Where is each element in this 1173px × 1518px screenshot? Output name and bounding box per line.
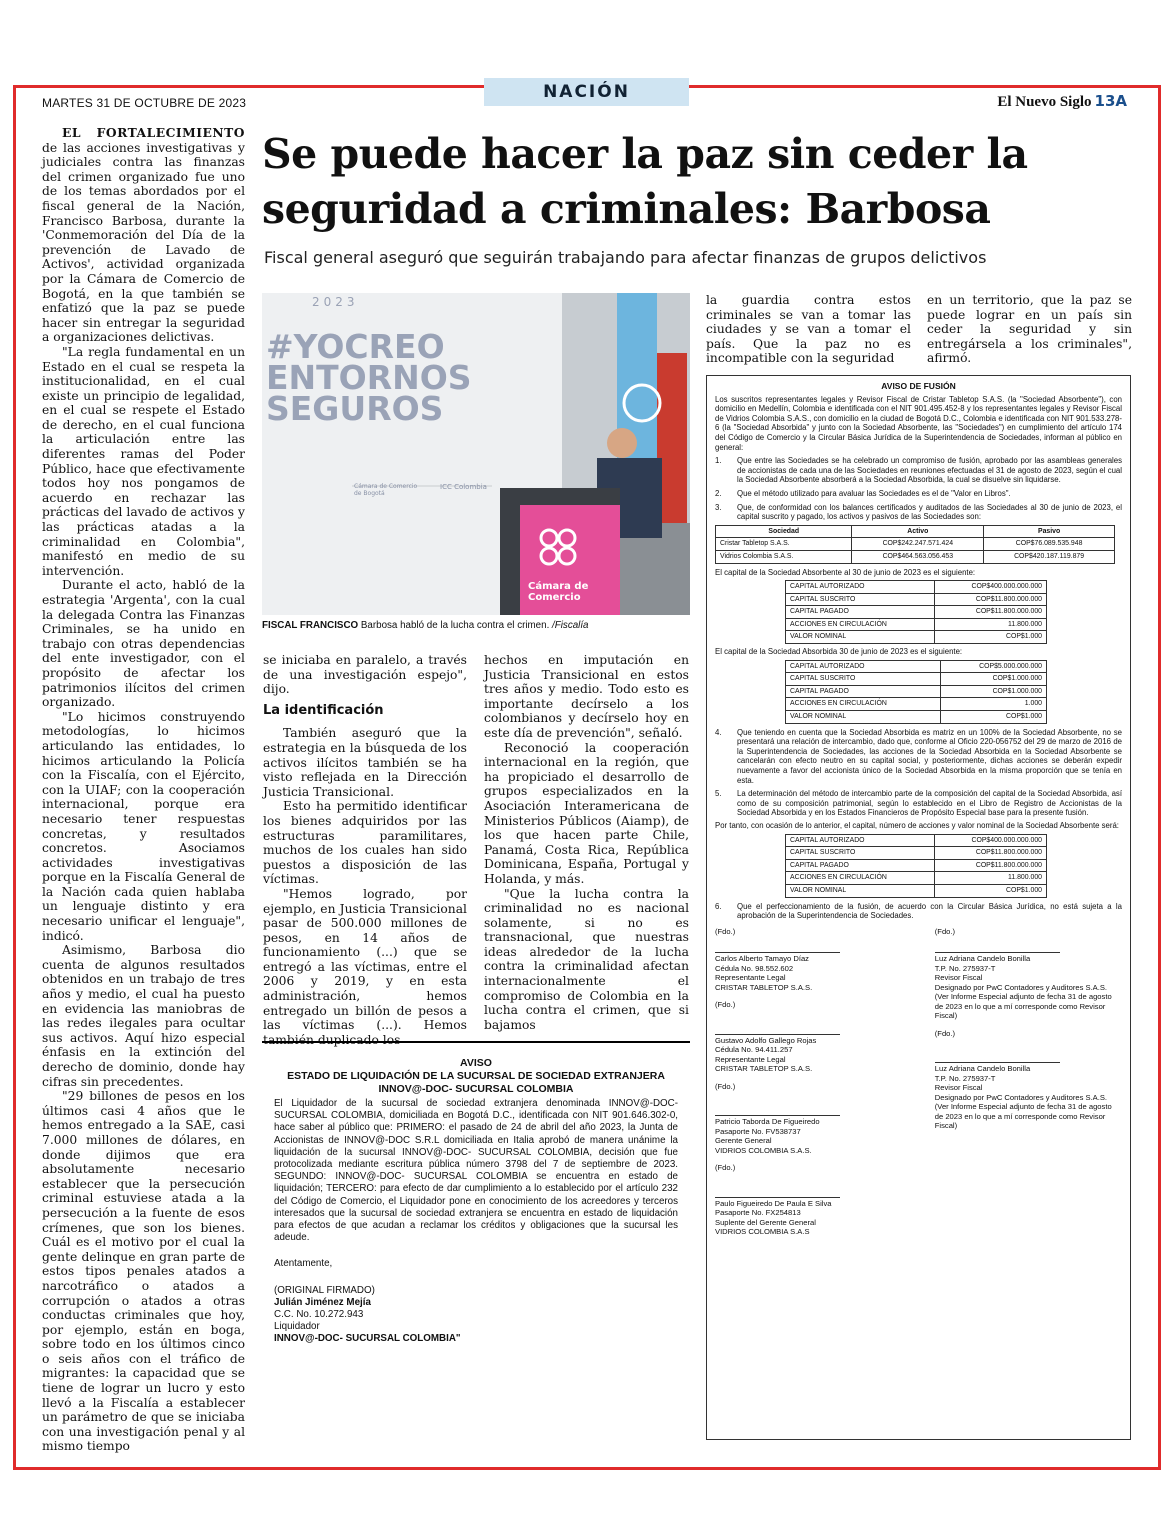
notice-signed: (ORIGINAL FIRMADO) xyxy=(274,1284,375,1296)
page-number: 13A xyxy=(1094,92,1127,110)
table-cell: CAPITAL PAGADO xyxy=(786,685,941,698)
signer-id: T.P. No. 275937-T xyxy=(934,963,996,973)
notice-merger xyxy=(706,375,1131,1440)
item-number: 5. xyxy=(715,789,722,799)
item-text: La determinación del método de intercambio parte de la composición del capital de la Sociedad Absorbida, así como de su composición patrimonial, según lo establecido en el Libro de Registro de Accionistas de la Sociedad Absorbida y en los Estados Financieros de Propósito Especial base para la presente fusión. xyxy=(737,789,1122,818)
article-column-5: en un territorio, que la paz se puede lograr en un país sin ceder la seguridad y sin entregársela a los criminales", afirmó. xyxy=(927,293,1132,366)
signer-role: Representante Legal xyxy=(715,973,786,983)
table-cell: VALOR NOMINAL xyxy=(786,711,941,724)
signer-name: Julián Jiménez Mejía xyxy=(274,1296,371,1308)
table-cell: ACCIONES EN CIRCULACIÓN xyxy=(786,618,935,631)
item-number: 3. xyxy=(715,502,722,512)
signer-id: Cédula No. 98.552.602 xyxy=(715,963,794,973)
table-row xyxy=(786,660,1047,673)
table-cell: CAPITAL AUTORIZADO xyxy=(786,581,935,594)
notice-title: AVISO xyxy=(460,1057,492,1069)
capital-caption: El capital de la Sociedad Absorbente al 30 de junio de 2023 es el siguiente: xyxy=(715,567,976,577)
table-cell: CAPITAL AUTORIZADO xyxy=(786,834,935,847)
article-paragraph: "La regla fundamental en un Estado en el cual se respeta la institucionalidad, en el cual existe un principio de legalidad, en el cual se respete el Estado de derecho, en el cual funciona la articulación entre las diferentes ramas del Poder Público, hace que efectivamente todos hoy nos pongamos de acuerdo en rechazar las prácticas del lavado de activos y las prácticas atadas a la criminalidad en Colombia", manifestó en medio de su intervención. xyxy=(42,344,245,578)
notice-title: AVISO DE FUSIÓN xyxy=(881,381,956,391)
table-cell: VALOR NOMINAL xyxy=(786,884,935,897)
banner-line: #YOCREO xyxy=(266,327,445,366)
table-cell: COP$76.089.535.948 xyxy=(984,538,1115,551)
notice-item xyxy=(715,902,1122,921)
item-text: Que teniendo en cuenta que la Sociedad Absorbida es matriz en un 100% de la Sociedad Absorbente, no se presentará una relación de intercambio, dado que, conforme al Oficio 220-056752 del 29 de marzo de 2016 de la Superintendencia de Sociedades, las acciones de la Sociedad Absorbida en la Sociedad Absorbente se cancelarán con efecto neutro en su capital social, y posteriormente, dichas acciones se deberán expedir nuevamente a favor del accionista único de la Sociedad Absorbida en la misma proporción que se tenía en esta. xyxy=(737,727,1122,785)
signer-id: Pasaporte No. FV538737 xyxy=(715,1126,801,1136)
table-row xyxy=(786,847,1047,860)
table-cell: COP$420.187.119.879 xyxy=(984,550,1115,563)
signer-role: Revisor Fiscal xyxy=(934,1083,983,1093)
table-row xyxy=(786,711,1047,724)
notice-item xyxy=(715,789,1122,818)
table-row xyxy=(786,606,1047,619)
signer-org: VIDRIOS COLOMBIA S.A.S. xyxy=(715,1145,812,1155)
table-row xyxy=(786,618,1047,631)
table-cell: COP$400.000.000.000 xyxy=(935,581,1047,594)
signer-role: Suplente del Gerente General xyxy=(715,1217,816,1227)
table-row xyxy=(786,593,1047,606)
article-paragraph: "Hemos logrado, por ejemplo, en Justicia Transicional pasar de 500.000 millones de pesos, en 14 años de funcionamiento (...) que se entregó a las víctimas, entre el 2006 y 2019, y en esta administración, hemos entregado un billón de pesos a las víctimas (...). Hemos también duplicado los xyxy=(263,886,467,1047)
podium-label: Cámara de Comercio xyxy=(528,581,589,603)
signer-role: Liquidador xyxy=(274,1321,320,1333)
table-cell: 1.000 xyxy=(941,698,1047,711)
notice-liquidation xyxy=(262,1041,690,1426)
article-paragraph: Esto ha permitido identificar los bienes adquiridos por las estructuras paramilitares, muchos de los cuales han sido puestos a disposición de las víctimas. xyxy=(263,799,467,887)
table-cell: Vidrios Colombia S.A.S. xyxy=(716,550,852,563)
table-header-row xyxy=(716,525,1115,538)
signer-org: VIDRIOS COLOMBIA S.A.S xyxy=(715,1227,810,1237)
balances-table xyxy=(715,525,1115,564)
signature-mark: (Fdo.) xyxy=(934,1028,956,1038)
table-row xyxy=(786,834,1047,847)
article-photo xyxy=(262,293,690,615)
table-row xyxy=(786,884,1047,897)
notice-subtitle: INNOV@-DOC- SUCURSAL COLOMBIA xyxy=(378,1083,574,1095)
table-cell: VALOR NOMINAL xyxy=(786,631,935,644)
section-label: NACIÓN xyxy=(484,78,689,106)
photo-year: 2023 xyxy=(312,295,359,309)
capital-caption: El capital de la Sociedad Absorbida 30 de junio de 2023 es el siguiente: xyxy=(715,647,963,657)
article-column-2 xyxy=(263,653,467,1047)
capital-table-final xyxy=(785,834,1047,898)
table-row xyxy=(786,631,1047,644)
table-header: Sociedad xyxy=(716,525,852,538)
table-cell: CAPITAL PAGADO xyxy=(786,859,935,872)
capital-table-absorbente xyxy=(785,580,1047,644)
table-header: Pasivo xyxy=(984,525,1115,538)
table-cell: 11.800.000 xyxy=(935,872,1047,885)
signer-id: Pasaporte No. FX254813 xyxy=(715,1208,801,1218)
signer-designation: Designado por PwC Contadores y Auditores S.A.S. xyxy=(934,982,1107,992)
signer-name: Luz Adriana Candelo Bonilla xyxy=(935,952,1060,964)
table-row xyxy=(786,673,1047,686)
signer-note: (Ver Informe Especial adjunto de fecha 31 de agosto de 2023 en lo que a mí corresponde como Revisor Fiscal) xyxy=(934,1102,1112,1131)
table-cell: COP$11.800.000.000 xyxy=(935,593,1047,606)
table-cell: COP$1.000 xyxy=(935,631,1047,644)
notice-item xyxy=(715,728,1122,786)
signer-name: Gustavo Adolfo Gallego Rojas xyxy=(715,1034,840,1046)
signer-note: (Ver Informe Especial adjunto de fecha 31 de agosto de 2023 en lo que a mí corresponde como Revisor Fiscal) xyxy=(934,992,1112,1021)
article-column-3 xyxy=(484,653,689,1032)
signatures-right xyxy=(935,927,1122,1237)
signer-name: Luz Adriana Candelo Bonilla xyxy=(935,1062,1060,1074)
table-cell: CAPITAL PAGADO xyxy=(786,606,935,619)
article-paragraph: "Que la lucha contra la criminalidad no es nacional solamente, si no es transnacional, que nuestras ideas alrededor de la lucha contra la criminalidad afectan internacionalmente el compromiso de Colombia en la lucha contra el crimen, que si bajamos xyxy=(484,886,689,1032)
table-header: Activo xyxy=(852,525,984,538)
signer-role: Gerente General xyxy=(715,1136,772,1146)
table-cell: Cristar Tabletop S.A.S. xyxy=(716,538,852,551)
table-cell: CAPITAL SUSCRITO xyxy=(786,673,941,686)
signer-role: Representante Legal xyxy=(715,1054,786,1064)
table-cell: COP$1.000 xyxy=(941,711,1047,724)
notice-subtitle: ESTADO DE LIQUIDACIÓN DE LA SUCURSAL DE SOCIEDAD EXTRANJERA xyxy=(287,1070,665,1082)
article-paragraph: También aseguró que la estrategia en la búsqueda de los activos ilícitos también se ha visto reflejada en la Dirección Justicia Transicional. xyxy=(263,726,467,799)
article-column-1 xyxy=(42,126,245,1454)
capital-caption: Por tanto, con ocasión de lo anterior, el capital, número de acciones y valor nominal de la Sociedad Absorbente será: xyxy=(715,820,1119,830)
photo-logo-icc: ICC Colombia xyxy=(440,483,487,491)
notice-intro: Los suscritos representantes legales y Revisor Fiscal de Cristar Tabletop S.A.S. (la "Sociedad Absorbente"), con domicilio en Medellín, Colombia e identificada con el NIT 901.495.452-8 y los representantes legales y Revisor Fiscal de Vidrios Colombia S.A.S., con domicilio en la ciudad de Bogotá D.C., Colombia e identificada con NIT 901.533.278-6 (la "Sociedad Absorbida" y junto con la Sociedad Absorbente, las "Sociedades") en cumplimiento del artículo 174 del Código de Comercio y la Circular Básica Jurídica de la Superintendencia de Sociedades, informan al público en general: xyxy=(715,394,1122,452)
item-number: 4. xyxy=(715,727,722,737)
table-cell: COP$464.563.056.453 xyxy=(852,550,984,563)
table-cell: COP$1.000.000 xyxy=(941,685,1047,698)
notice-item xyxy=(715,489,1122,499)
signer-org: CRISTAR TABLETOP S.A.S. xyxy=(715,982,813,992)
headline: Se puede hacer la paz sin ceder la seguridad a criminales: Barbosa xyxy=(262,130,1028,233)
table-cell: ACCIONES EN CIRCULACIÓN xyxy=(786,872,935,885)
subheadline: Fiscal general aseguró que seguirán trabajando para afectar finanzas de grupos delictivos xyxy=(264,248,987,267)
caption-credit: /Fiscalía xyxy=(549,620,589,631)
article-paragraph: se iniciaba en paralelo, a través de una investigación espejo", dijo. xyxy=(263,653,467,697)
issue-date: MARTES 31 DE OCTUBRE DE 2023 xyxy=(42,96,247,110)
signer-name: Paulo Figueiredo De Paula E Silva xyxy=(715,1197,840,1209)
article-column-4: la guardia contra estos criminales se van a tomar las ciudades y se van a tomar el país. Que la paz no es incompatible con la seguridad xyxy=(706,293,911,366)
notice-item xyxy=(715,456,1122,485)
table-row xyxy=(786,872,1047,885)
signature-mark: (Fdo.) xyxy=(715,1000,736,1010)
article-paragraph: Reconoció la cooperación internacional en la región, que ha propiciado el desarrollo de grupos especializados en la Asociación Interamericana de Ministerios Públicos (Aiamp), de los que hacen parte Chile, Panamá, Costa Rica, República Dominicana, España, Portugal y Holanda, y más. xyxy=(484,740,689,886)
item-text: Que entre las Sociedades se ha celebrado un compromiso de fusión, aprobado por las asambleas generales de accionistas de cada una de las Sociedades en reuniones efectuadas el 31 de agosto de 2023, según el cual la Sociedad Absorbente absorberá a la Sociedad Absorbida, la cual se disuelve sin liquidarse. xyxy=(737,456,1122,485)
signer-name: Patricio Taborda De Figueiredo xyxy=(715,1115,840,1127)
article-paragraph xyxy=(42,126,245,345)
signatures-left xyxy=(715,927,902,1237)
table-cell: ACCIONES EN CIRCULACIÓN xyxy=(786,698,941,711)
table-cell: COP$1.000 xyxy=(935,884,1047,897)
notice-item xyxy=(715,503,1122,522)
table-cell: CAPITAL AUTORIZADO xyxy=(786,660,941,673)
notice-body: El Liquidador de la sucursal de sociedad extranjera denominada INNOV@-DOC- SUCURSAL COLOMBIA, domiciliada en Bogotá D.C., identificada con NIT 901.646.302-0, hace saber al público que: PRIMERO: el pasado de 24 de abril del año 2023, la Junta de Accionistas de INNOV@-DOC S.R.L domiciliada en Italia aprobó de manera unánime la liquidación de la sucursal INNOV@-DOC- SUCURSAL COLOMBIA, decisión que fue protocolizada mediante escritura pública número 3798 del 7 de septiembre de 2023. SEGUNDO: INNOV@-DOC- SUCURSAL COLOMBIA se encuentra en estado de liquidación; TERCERO: para efecto de dar cumplimiento a lo establecido por el artículo 232 del Código de Comercio, el Liquidador pone en conocimiento de los acreedores y terceros interesados que la sucursal de sociedad extranjera se encuentra en estado de liquidación para efectos de que acudan a reclamar los créditos y obligaciones que la sucursal les adeude. xyxy=(274,1098,678,1244)
table-cell: COP$5.000.000.000 xyxy=(941,660,1047,673)
item-number: 6. xyxy=(715,901,722,911)
paragraph-text: de las acciones investigativas y judiciales contra las finanzas del crimen organizado fue uno de los temas abordados por el fiscal general de la Nación, Francisco Barbosa, durante la 'Conmemoración del Día de la prevención de Lavado de Activos', actividad organizada por la Cámara de Comercio de Bogotá, en la que también se enfatizó que la paz se puede hacer sin entregar la seguridad a organizaciones delictivas. xyxy=(42,140,245,345)
table-row xyxy=(786,698,1047,711)
item-number: 2. xyxy=(715,488,722,498)
signature-mark: (Fdo.) xyxy=(934,926,956,936)
table-cell: COP$1.000.000 xyxy=(941,673,1047,686)
item-text: Que, de conformidad con los balances certificados y auditados de las Sociedades al 30 de junio de 2023, el capital suscrito y pagado, los activos y pasivos de las Sociedades son: xyxy=(737,502,1122,522)
banner-line: SEGUROS xyxy=(266,389,444,428)
lead-in: EL FORTALECIMIENTO xyxy=(62,125,245,140)
signer-org: INNOV@-DOC- SUCURSAL COLOMBIA" xyxy=(274,1333,461,1345)
table-row xyxy=(716,538,1115,551)
table-cell: COP$11.800.000.000 xyxy=(935,847,1047,860)
signer-role: Revisor Fiscal xyxy=(934,973,983,983)
table-row xyxy=(716,550,1115,563)
signature-mark: (Fdo.) xyxy=(715,926,736,936)
table-cell: 11.800.000 xyxy=(935,618,1047,631)
table-cell: COP$242.247.571.424 xyxy=(852,538,984,551)
signatures-block xyxy=(715,927,1122,1237)
table-cell: CAPITAL SUSCRITO xyxy=(786,847,935,860)
masthead xyxy=(997,92,1127,111)
notice-closing: Atentamente, xyxy=(274,1258,333,1270)
signer-id: Cédula No. 94.411.257 xyxy=(715,1045,793,1055)
brand-name: El Nuevo Siglo xyxy=(997,94,1092,110)
caption-text: Barbosa habló de la lucha contra el crimen. xyxy=(358,620,550,631)
signer-id: T.P. No. 275937-T xyxy=(934,1073,996,1083)
signer-id: C.C. No. 10.272.943 xyxy=(274,1309,364,1321)
banner-line: ENTORNOS xyxy=(266,358,472,397)
article-paragraph: Durante el acto, habló de la estrategia 'Argenta', con la cual la delegada Contra las Finanzas Criminales, se ha unido en trabajo con otras dependencias del ente investigador, con el propósito de afectar los patrimonios ilícitos del crimen organizado. xyxy=(42,578,245,710)
photo-banner xyxy=(266,327,472,428)
caption-lead: FISCAL FRANCISCO xyxy=(262,620,359,631)
article-paragraph: "Lo hicimos construyendo metodologías, lo hicimos articulando las entidades, lo hicimos articulando la Policía con la Fiscalía, con el Ejército, con la UIAF; con la cooperación internacional, porque era necesario tener respuestas concretas, y resultados concretos. Asociamos actividades investigativas porque en la Fiscalía General de la Nación cada quien hablaba un lenguaje distinto y era necesario unificar el lenguaje", indicó. xyxy=(42,709,246,943)
section-subtitle: La identificación xyxy=(263,702,384,718)
signer-designation: Designado por PwC Contadores y Auditores S.A.S. xyxy=(934,1092,1107,1102)
signature-mark: (Fdo.) xyxy=(715,1163,736,1173)
item-text: Que el método utilizado para avaluar las Sociedades es el de "Valor en Libros". xyxy=(737,488,1011,498)
table-cell: CAPITAL SUSCRITO xyxy=(786,593,935,606)
capital-table-absorbida xyxy=(785,660,1047,724)
signer-name: Carlos Alberto Tamayo Díaz xyxy=(715,952,840,964)
table-cell: COP$400.000.000.000 xyxy=(935,834,1047,847)
table-cell: COP$11.800.000.000 xyxy=(935,859,1047,872)
table-row xyxy=(786,859,1047,872)
table-cell: COP$11.800.000.000 xyxy=(935,606,1047,619)
table-row xyxy=(786,581,1047,594)
article-paragraph: Asimismo, Barbosa dio cuenta de algunos resultados obtenidos en un trabajo de tres años y medio, el cual ha puesto en evidencia las maniobras de las redes ilegales para ocultar sus activos. Aquí hizo especial énfasis en la extinción del derecho de dominio, donde hay cifras sin precedentes. xyxy=(42,943,245,1089)
signer-org: CRISTAR TABLETOP S.A.S. xyxy=(715,1064,813,1074)
item-number: 1. xyxy=(715,456,722,466)
signature-mark: (Fdo.) xyxy=(715,1081,736,1091)
photo-caption xyxy=(262,620,692,631)
article-paragraph: "29 billones de pesos en los últimos casi 4 años que le hemos entregado a la SAE, casi 7.000 millones de dólares, en donde dijimos que era absolutamente necesario establecer que la persecución criminal estuviese atada a la persecución a la fuente de esos crímenes, que son los bienes. Cuál es el motivo por el cual la gente delinque en gran parte de estos tipos penales atados a narcotráfico o atados a corrupción o atados a otras conductas criminales que hoy, por ejemplo, están en boga, sobre todo en los últimos cinco o seis años con el tráfico de migrantes: la capacidad que se tiene de lograr un lucro y esto llevó a la Fiscalía a establecer un parámetro de que se iniciaba con una investigación penal y al mismo tiempo xyxy=(42,1089,245,1454)
table-row xyxy=(786,685,1047,698)
photo-logo-camara: Cámara de Comercio de Bogotá xyxy=(354,483,418,497)
item-text: Que el perfeccionamiento de la fusión, de acuerdo con la Circular Básica Jurídica, no está sujeta a la aprobación de la Superintendencia de Sociedades. xyxy=(737,901,1122,921)
article-paragraph: hechos en imputación en Justicia Transicional en estos tres años y medio. Todo esto es importante decírselo a los colombianos y decírselo hoy en este día de prevención", señaló. xyxy=(484,653,689,740)
